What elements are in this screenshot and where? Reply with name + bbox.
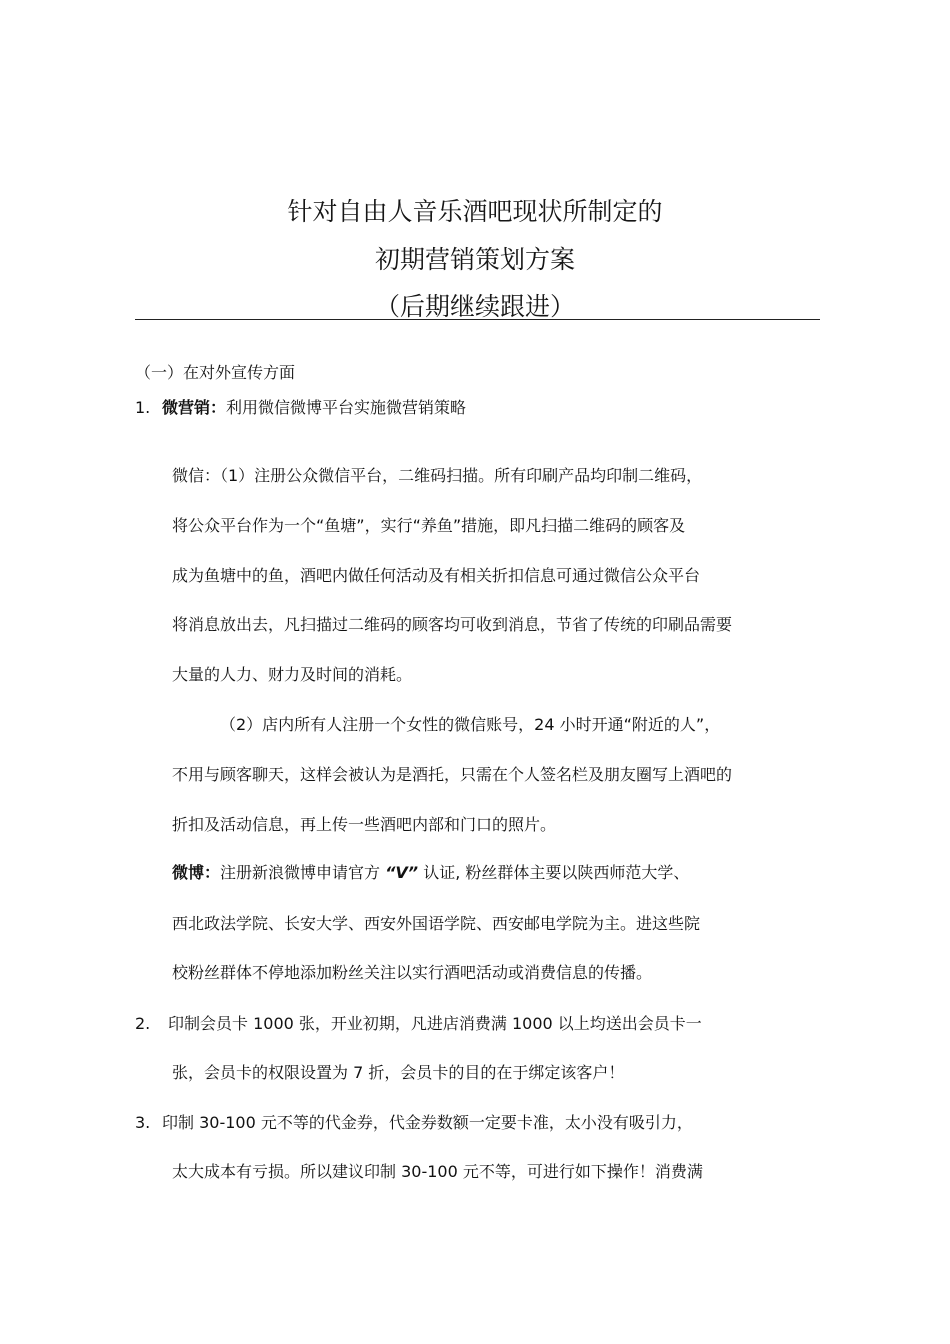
title-line-3: （后期继续跟进） [374,292,575,321]
weibo-v-mark: “V” [385,863,419,882]
wechat-line-5: 大量的人力、财力及时间的消耗。 [172,665,413,684]
weibo-text-after: 认证, 粉丝群体主要以陕西师范大学、 [418,863,690,882]
wechat-line-1: 微信：（1）注册公众微信平台，二维码扫描。所有印刷产品均印制二维码， [172,466,703,485]
item-2-number: 2. [135,1014,151,1033]
item-1-text: 利用微信微博平台实施微营销策略 [226,398,467,417]
item-2-line-2: 张，会员卡的权限设置为 7 折，会员卡的目的在于绑定该客户！ [172,1063,625,1082]
wechat-line-6: （2）店内所有人注册一个女性的微信账号，24 小时开通“附近的人”， [220,715,721,734]
weibo-text-before: 注册新浪微博申请官方 [220,863,386,882]
wechat-line-2: 将公众平台作为一个“鱼塘”，实行“养鱼”措施，即凡扫描二维码的顾客及 [172,516,686,535]
wechat-line-8: 折扣及活动信息，再上传一些酒吧内部和门口的照片。 [172,815,557,834]
title-divider [135,319,820,320]
title-line-2: 初期营销策划方案 [374,245,575,274]
weibo-line-2: 西北政法学院、长安大学、西安外国语学院、西安邮电学院为主。进这些院 [172,914,701,933]
item-3-line-2: 太大成本有亏损。所以建议印制 30-100 元不等，可进行如下操作！消费满 [172,1162,703,1181]
item-1 [135,397,466,419]
title-line-1: 针对自由人音乐酒吧现状所制定的 [287,197,663,226]
item-1-number: 1. [135,398,151,417]
item-3-text: 印制 30-100 元不等的代金券，代金券数额一定要卡准，太小没有吸引力， [162,1113,693,1132]
item-3-line-1 [135,1112,693,1134]
section-heading: （一）在对外宣传方面 [135,363,296,382]
weibo-line-1 [172,862,689,884]
wechat-line-7: 不用与顾客聊天，这样会被认为是酒托，只需在个人签名栏及朋友圈写上酒吧的 [172,765,733,784]
item-2-text: 印制会员卡 1000 张，开业初期，凡进店消费满 1000 以上均送出会员卡一 [168,1014,702,1033]
wechat-line-3: 成为鱼塘中的鱼，酒吧内做任何活动及有相关折扣信息可通过微信公众平台 [172,566,701,585]
wechat-line-4: 将消息放出去，凡扫描过二维码的顾客均可收到消息，节省了传统的印刷品需要 [172,615,733,634]
weibo-line-3: 校粉丝群体不停地添加粉丝关注以实行酒吧活动或消费信息的传播。 [172,963,653,982]
item-3-number: 3. [135,1113,151,1132]
item-2-line-1 [135,1013,702,1035]
item-1-label: 微营销： [162,398,227,417]
weibo-label: 微博： [172,863,221,882]
